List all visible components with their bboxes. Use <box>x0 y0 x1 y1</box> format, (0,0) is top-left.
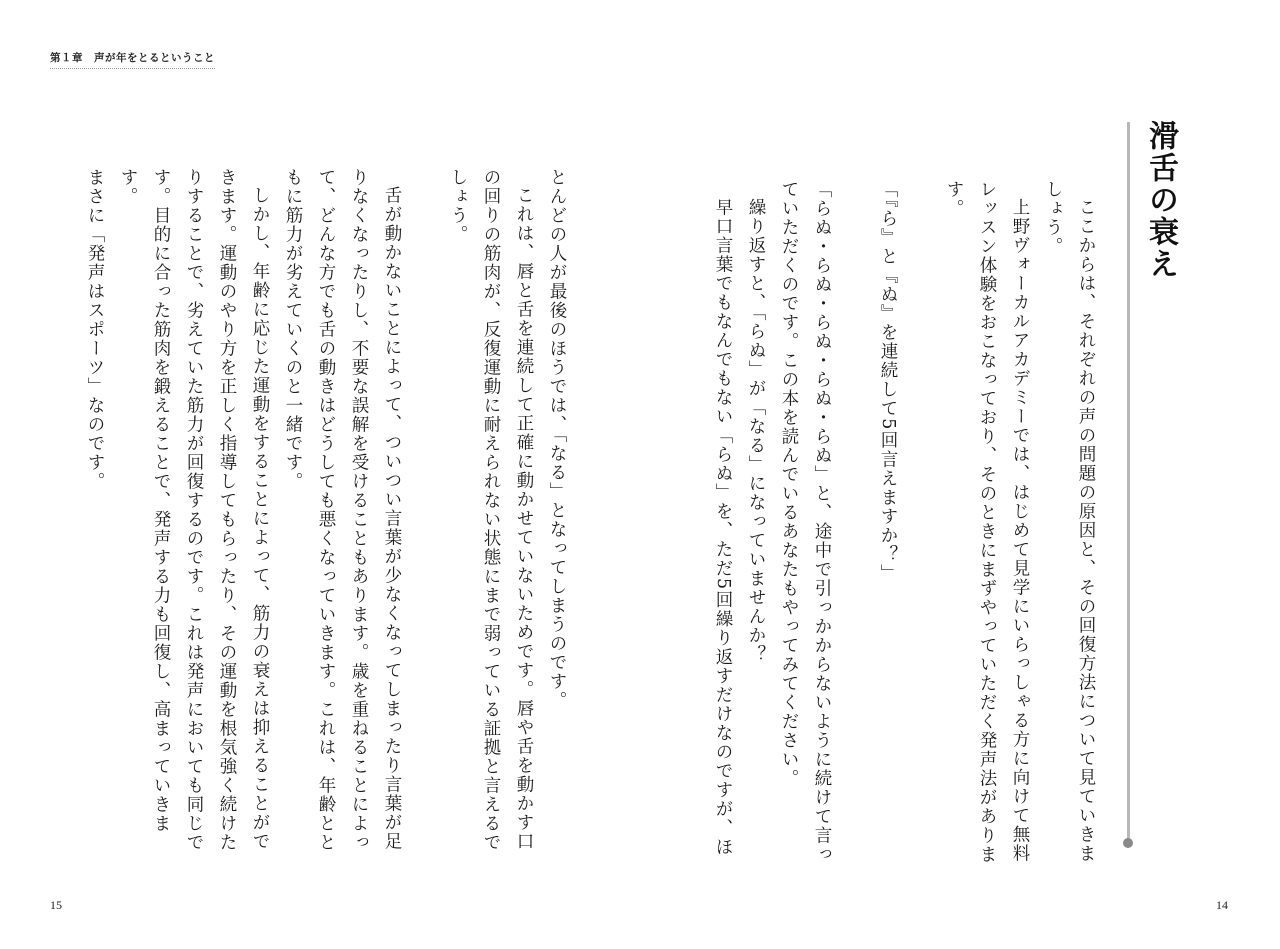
blank-line <box>904 180 937 870</box>
left-page-body <box>78 168 573 868</box>
heading-rule <box>1127 122 1130 844</box>
quote-paragraph: 「『ら』と『ぬ』を連続して5回言えますか？」 <box>878 180 898 583</box>
running-head: 第１章 声が年をとるということ <box>50 50 215 69</box>
paragraph: 「らぬ・らぬ・らぬ・らぬ・らぬ」と、途中で引っかからないように続けて言っていただくのです。この本を読んでいるあなたもやってみてください。 <box>779 180 832 864</box>
paragraph: とんどの人が最後のほうでは、「なる」となってしまうのです。 <box>547 168 567 711</box>
paragraph: ここからは、それぞれの声の問題の原因と、その回復方法について見ていきましょう。 <box>1043 180 1096 863</box>
heading-rule-dot <box>1123 838 1133 848</box>
paragraph: 舌が動かないことによって、ついつい言葉が少なくなってしまったり言葉が足りなくなったりし、不要な誤解を受けることもあります。歳を重ねることによって、どんな方でも舌の動きはどうしても悪くなっていきます。これは、年齢とともに筋力が劣えていくのと一緒です。 <box>283 168 402 852</box>
paragraph: 早口言葉でもなんでもない「らぬ」を、ただ5回繰り返すだけなのですが、ほ <box>713 197 733 857</box>
section-heading: 滑舌の衰え <box>1143 120 1178 280</box>
paragraph: まさに「発声はスポーツ」なのです。 <box>85 168 105 491</box>
right-page-body <box>706 180 1102 870</box>
paragraph: 繰り返すと、「らぬ」が「なる」になっていませんか？ <box>746 197 766 664</box>
paragraph: 上野ヴォーカルアカデミーでは、はじめて見学にいらっしゃる方に向けて無料レッスン体験をおこなっており、そのときにまずやっていただく発声法があります。 <box>944 180 1030 864</box>
paragraph: これは、唇と舌を連続して正確に動かせていないためです。唇や舌を動かす口の回りの筋肉が、反復運動に耐えられない状態にまで弱っている証拠と言えるでしょう。 <box>448 168 534 852</box>
blank-line <box>408 168 441 868</box>
paragraph: しかし、年齢に応じた運動をすることによって、筋力の衰えは抑えることができます。運動のやり方を正しく指導してもらったり、その運動を根気強く続けたりすることで、劣えていた筋力が回復するのです。これは発声においても同じです。目的に合った筋肉を鍛えることで、発声する力も回復し、高まっていきます。 <box>118 168 270 852</box>
page-number-right: 14 <box>1216 898 1228 912</box>
blank-line <box>838 180 871 870</box>
page-number-left: 15 <box>50 898 62 912</box>
